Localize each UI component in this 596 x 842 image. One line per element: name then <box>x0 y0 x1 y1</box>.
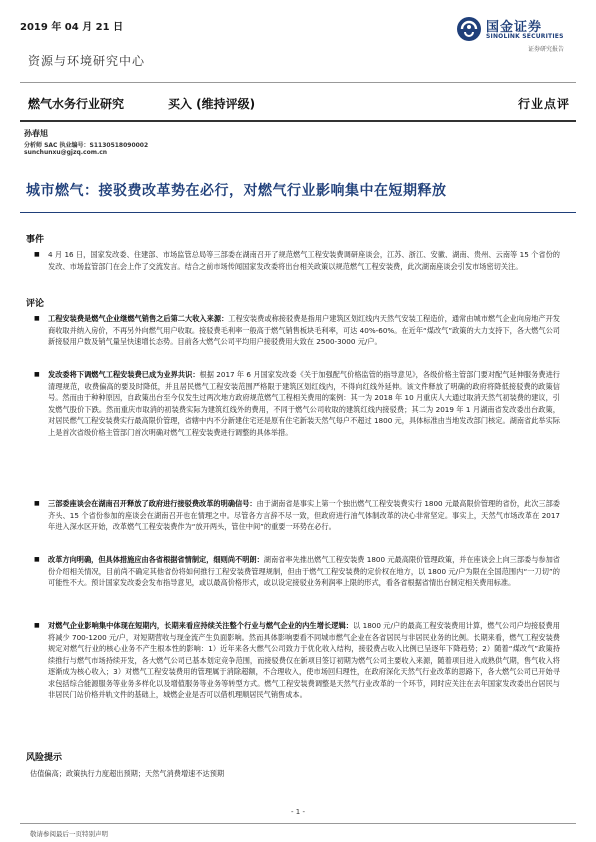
comment-lead: 三部委座谈会在湖南召开释放了政府进行接驳费改革的明确信号： <box>48 499 257 508</box>
comment-paragraph-4 <box>34 554 560 589</box>
bullet-icon: ■ <box>34 622 40 629</box>
disclaimer: 敬请参阅最后一页特别声明 <box>30 830 108 838</box>
comment-lead: 工程安装费是燃气企业继燃气销售之后第二大收入来源： <box>48 314 229 323</box>
comment-paragraph-5 <box>34 620 560 701</box>
risk-section-title: 风险提示 <box>26 753 63 763</box>
author-name: 孙春旭 <box>24 129 48 138</box>
footer-divider <box>20 823 576 824</box>
logo-chinese: 国金证券 <box>486 20 543 35</box>
department: 资源与环境研究中心 <box>28 54 146 68</box>
bullet-icon: ■ <box>34 251 40 258</box>
meta-divider <box>20 120 576 122</box>
page-number: - 1 - <box>291 808 305 816</box>
sinolink-logo <box>456 14 581 54</box>
headline: 城市燃气：接驳费改革势在必行，对燃气行业影响集中在短期释放 <box>26 183 447 199</box>
comment-text: 以 1800 元/户的最高工程安装费用计算，燃气公司户均接驳费用将减少 700-1200 元/户，对短期营收与现金流产生负面影响。然而具体影响要看不同城市燃气企业在各省居民与非居民业务的比例。长期来看，燃气工程安装费规定对燃气行业的核心业务不产生根本性的影响：1）近年来各大燃气公司致力于优化收入结构，接驳费占收入比例已呈逐年下降趋势；2）随着“煤改气”政策持续推行与燃气市场持续开发，各大燃气公司已基本划定竞争范围，而接驳费仅在新项目签订初期为燃气公司主要收入来源，随着项目进入成熟供气期，售气收入将逐渐成为核心收入；3）对燃气工程安装费用的管理属于消除超额，不合理收入，使市场回归理性，在政府深化天然气行业改革的思路下，各大燃气公司已开始寻求包括综合能源服务等业务多样化以及增值服务等业务等转型方式。燃气工程安装费调整是天然气行业改革的一个环节，同时应关注在去年国家发改委出台居民与非居民门站价格并轨文件的基础上，城燃企业是否可以借机理顺居民气销售成本。 <box>48 621 560 699</box>
logo-english: SINOLINK SECURITIES <box>486 33 564 40</box>
author-email[interactable]: sunchunxu@gjzq.com.cn <box>24 149 108 156</box>
comment-paragraph-1 <box>34 313 560 348</box>
comment-text: 湖南省率先推出燃气工程安装费 1800 元最高限价管理政策，并在座谈会上向三部委与参加省份介绍相关情况，目前尚不确定其他省份将如何推行工程安装费管理规制，但由于燃气工程安装费的定价权在地方，以 1800 元/户为限在全国范围内“一刀切”的可能性不大。预计国家发改委会发布指导意见，或以最高价格形式，或以设定接驳业务利润率上限的形式，看各省根据省情出台制定相关费用标准。 <box>48 555 560 587</box>
sinolink-logo-icon <box>456 16 482 42</box>
analyst-id: 分析师 SAC 执业编号：S1130518090002 <box>24 142 149 149</box>
rating: 买入 (维持评级) <box>168 97 256 111</box>
event-paragraph <box>34 249 560 272</box>
event-text: 4 月 16 日，国家发改委、住建部、市场监管总局等三部委在湖南召开了规范燃气工程安装费调研座谈会，江苏、浙江、安徽、湖南、贵州、云南等 15 个省份的发改、市场监管部门在会上作了交流发言。结合之前市场传闻国家发改委将出台相关政策以规范燃气工程安装费，此次湖南座谈会引发市场密切关注。 <box>48 250 560 271</box>
comment-text: 工程安装费或称接驳费是指用户建筑区划红线内天然气安装工程造价，通常由城市燃气企业向房地产开发商收取并纳入房价，不再另外向燃气用户收取。接驳费毛利率一般高于燃气销售板块毛利率，可达 40%-60%。在近年“煤改气”政策的大力支持下，各大燃气公司新接驳用户数及销气量呈快速增长态势。目前各大燃气公司平均用户接驳费用大致在 2500-3000 元/户。 <box>48 314 560 346</box>
header-divider <box>20 82 576 83</box>
bullet-icon: ■ <box>34 500 40 507</box>
comment-text: 根据 2017 年 6 月国家发改委《关于加强配气价格监管的指导意见》，各级价格主管部门要对配气延伸服务费进行清理规范，收费偏高的要及时降低，并且居民燃气工程安装范围严格限于建筑区划红线内，不得向红线外延伸。该文件释放了明确的政府将降低接驳费的政策信号。然而由于种种原因，自政策出台至今仅发生过两次地方政府规范燃气工程相关费用的案例：其一为 2018 年 10 月重庆人大通过取消天然气初装费的建议，引发燃气股价下跌。然而重庆市取消的初装费实际为建筑红线外的费用，不同于燃气公司收取的建筑红线内接驳费；其二为 2019 年 1 月湖南省发改委出台政策，对居民燃气工程安装费实行最高限价管理，省辖中内不分新建住宅还是原有住宅新装天然气每户不超过 1800 元，具体标准由当地发改部门核定。湖南省此举实际上是首次省级价格主管部门首次明确对燃气工程安装费进行调整的具体举措。 <box>48 370 560 437</box>
bullet-icon: ■ <box>34 556 40 563</box>
comment-lead: 改革方向明确，但具体措施应由各省根据省情制定，细则尚不明朗： <box>48 555 264 564</box>
report-date: 2019 年 04 月 21 日 <box>20 22 124 33</box>
comment-section-title: 评论 <box>26 299 45 309</box>
comment-paragraph-2 <box>34 369 560 438</box>
risk-text: 估值偏高；政策执行力度超出预期；天然气消费增速不达预期 <box>30 769 225 778</box>
report-meta-row <box>20 91 576 115</box>
bullet-icon: ■ <box>34 315 40 322</box>
industry-title: 燃气水务行业研究 <box>28 97 125 111</box>
comment-paragraph-3 <box>34 498 560 533</box>
comment-lead: 发改委将下调燃气工程安装费已成为业界共识： <box>48 370 200 379</box>
comment-lead: 对燃气企业影响集中体现在短期内，长期来看应持续关注整个行业与燃气企业的内生增长逻辑： <box>48 621 353 630</box>
headline-divider <box>20 212 576 213</box>
logo-subtitle: 证券研究报告 <box>528 46 565 53</box>
event-section-title: 事件 <box>26 235 45 245</box>
bullet-icon: ■ <box>34 371 40 378</box>
comment-text: 由于湖南省是事实上第一个独出燃气工程安装费实行 1800 元最高限价管理的省份，此次三部委齐头、15 个省份参加的座谈会在湖南召开也在情理之中。尽管各方言辞不尽一致，但政府进行油气体制改革的决心非常坚定。事实上，天然气市场改革在 2017 年进入深水区开始，改革燃气工程安装费作为“放开两头，管住中间”的重要一环势在必行。 <box>48 499 560 531</box>
report-type: 行业点评 <box>517 97 570 111</box>
